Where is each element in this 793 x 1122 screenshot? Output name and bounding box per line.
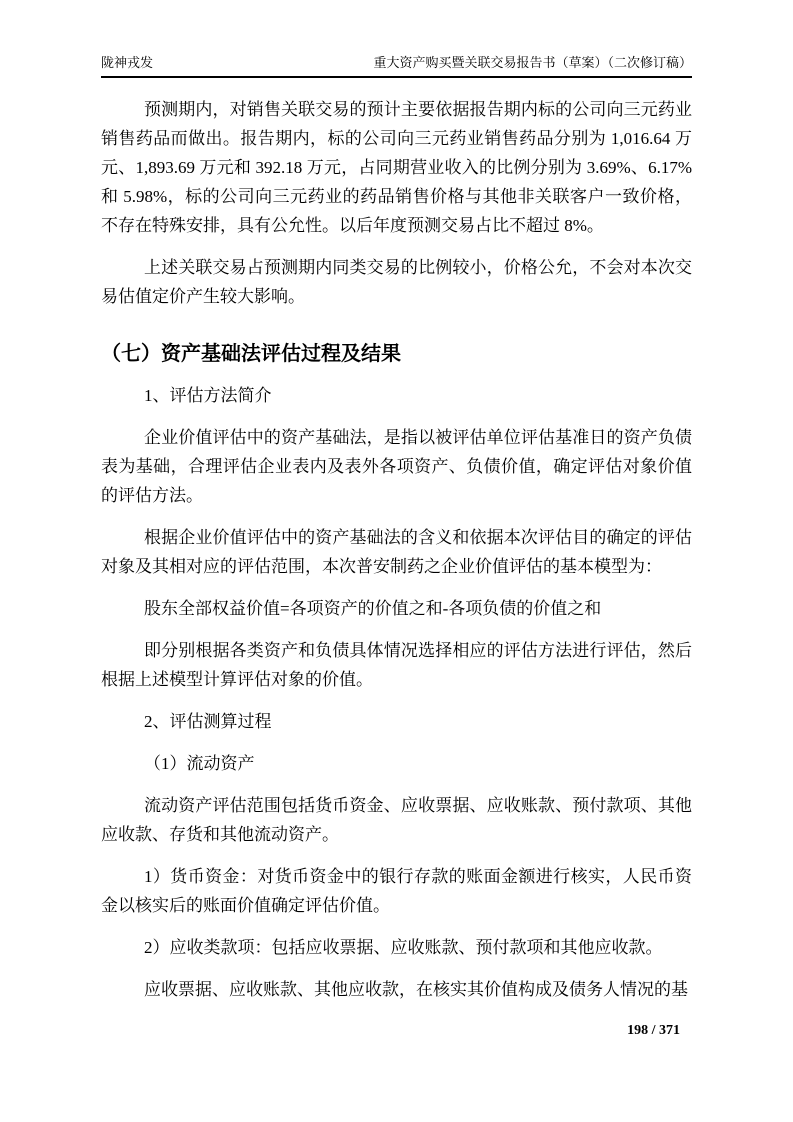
paragraph-impact-conclusion: 上述关联交易占预测期内同类交易的比例较小，价格公允，不会对本次交易估值定价产生较大影响。	[101, 258, 692, 306]
header-company-name: 陇神戎发	[101, 55, 154, 70]
paragraph-method-definition: 企业价值评估中的资产基础法，是指以被评估单位评估基准日的资产负债表为基础，合理评估企业表内及表外各项资产、负债价值，确定评估对象价值的评估方法。	[101, 428, 692, 505]
paragraph-current-assets-scope: 流动资产评估范围包括货币资金、应收票据、应收账款、预付款项、其他应收款、存货和其他流动资产。	[101, 796, 692, 844]
document-body	[101, 95, 692, 1017]
sub-heading-current-assets: （1）流动资产	[144, 754, 255, 773]
paragraph-model-application: 即分别根据各类资产和负债具体情况选择相应的评估方法进行评估，然后根据上述模型计算评估对象的价值。	[101, 641, 692, 689]
paragraph-receivables-detail: 应收票据、应收账款、其他应收款，在核实其价值构成及债务人情况的基	[144, 980, 688, 999]
page-number: 198 / 371	[627, 1023, 680, 1038]
paragraph-valuation-formula: 股东全部权益价值=各项资产的价值之和-各项负债的价值之和	[144, 599, 602, 618]
paragraph-receivables-types: 2）应收类款项：包括应收票据、应收账款、预付款项和其他应收款。	[144, 938, 663, 957]
section-heading-asset-based-method: （七）资产基础法评估过程及结果	[101, 343, 401, 365]
paragraph-monetary-funds: 1）货币资金：对货币资金中的银行存款的账面金额进行核实，人民币资金以核实后的账面价值确定评估价值。	[101, 867, 692, 915]
paragraph-model-basis: 根据企业价值评估中的资产基础法的含义和依据本次评估目的确定的评估对象及其相对应的评估范围，本次普安制药之企业价值评估的基本模型为：	[101, 528, 692, 576]
sub-heading-calculation-process: 2、评估测算过程	[144, 712, 272, 731]
sub-heading-method-intro: 1、评估方法简介	[144, 386, 272, 405]
page-header	[101, 54, 692, 78]
paragraph-related-sales-forecast: 预测期内，对销售关联交易的预计主要依据报告期内标的公司向三元药业销售药品而做出。报告期内，标的公司向三元药业销售药品分别为 1,016.64 万元、1,893.69 万元和 392.18 万元，占同期营业收入的比例分别为 3.69%、6.17%和 5.98%，标的公司向三元药业的药品销售价格与其他非关联客户一致价格，不存在特殊安排，具有公允性。以后年度预测交易占比不超过 8%。	[101, 100, 692, 235]
header-document-title: 重大资产购买暨关联交易报告书（草案）（二次修订稿）	[373, 55, 692, 70]
